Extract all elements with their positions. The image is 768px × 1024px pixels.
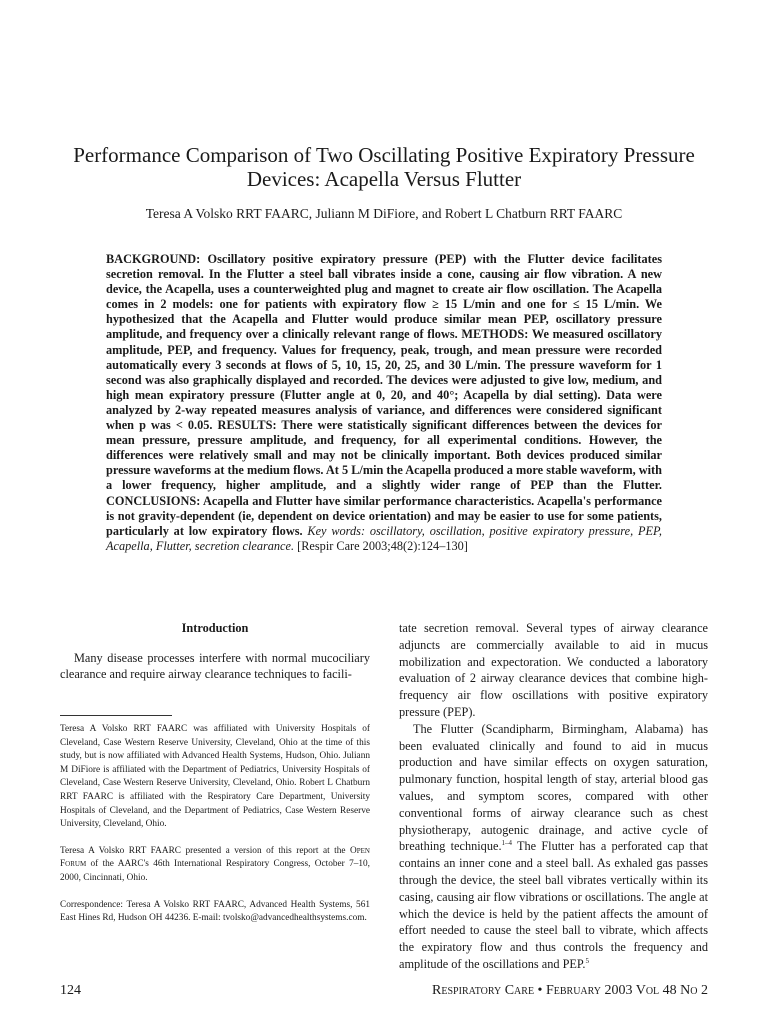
open-forum-label: Open Forum (60, 845, 370, 870)
page-number: 124 (60, 983, 81, 998)
footnote-presented: Teresa A Volsko RRT FAARC presented a version of this report at the Open Forum of the AARC's 46th International Respiratory Congress, October 7–10, 2000, Cincinnati, Ohio. (60, 845, 370, 883)
abstract-keywords: Key words: oscillatory, oscillation, positive expiratory pressure, PEP, Acapella, Flutter, secretion clearance. (106, 523, 663, 553)
reference-superscript: 5 (585, 956, 589, 965)
abstract-body: BACKGROUND: Oscillatory positive expiratory pressure (PEP) with the Flutter device facilitates secretion removal. In the Flutter a steel ball vibrates inside a cone, causing air flow vibration. A new device, the Acapella, uses a counterweighted plug and magnet to create air flow oscillation. The Acapella comes in 2 models: one for patients with expiratory flow ≥ 15 L/min and one for ≤ 15 L/min. We hypothesized that the Acapella and Flutter would produce similar mean PEP, oscillatory pressure amplitude, and frequency over a clinically relevant range of flows. METHODS: We measured oscillatory amplitude, PEP, and frequency. Values for frequency, peak, trough, and mean pressure were recorded automatically every 3 seconds at flows of 5, 10, 15, 20, 25, and 30 L/min. The pressure waveform for 1 second was also graphically displayed and recorded. The devices were adjusted to give low, medium, and high mean expiratory pressure (Flutter angle at 0, 20, and 40°; Acapella by dial setting). Data were analyzed by 2-way repeated measures analysis of variance, and differences were considered significant when p was < 0.05. RESULTS: There were statistically significant differences between the devices for mean pressure, pressure amplitude, and frequency, for all experimental conditions. However, the differences were relatively small and may not be clinically important. Both devices produced similar pressure waveforms at the medium flows. At 5 L/min the Acapella produced a more stable waveform, with a lower frequency, higher amplitude, and a slightly wider range of PEP than the Flutter. CONCLUSIONS: Acapella and Flutter have similar performance characteristics. Acapella's performance is not gravity-dependent (ie, dependent on device orientation) and may be easier to use for some patients, particularly at low expiratory flows. (106, 252, 662, 538)
footnote-correspondence: Correspondence: Teresa A Volsko RRT FAARC, Advanced Health Systems, 561 East Hines Rd, Hudson OH 44236. E-mail: tvolsko@advancedhealthsystems.com. (60, 899, 370, 924)
intro-paragraph-right-2: The Flutter (Scandipharm, Birmingham, Alabama) has been evaluated clinically and found to aid in mucus production and have similar effects on oxygen saturation, pulmonary function, hospital length of stay, arterial blood gas values, and symptom scores, compared with other conventional forms of airway clearance such as chest physiotherapy, autogenic drainage, and active cycle of breathing technique.$^{1-4}$ The Flutter has a perforated cap that contains an inner cone and a steel ball. As exhaled gas passes through the device, the steel ball vibrates vertically within its casing, causing air flow vibrations or oscillations. The angle at which the device is held by the patient affects the amount of effort needed to cause the steel ball to vibrate, which affects the expiratory flow and thus controls the frequency and amplitude of the oscillations and PEP.$^5$ (399, 721, 708, 971)
abstract (106, 252, 662, 554)
section-heading-introduction: Introduction (181, 621, 249, 635)
reference-superscript: 1–4 (501, 839, 513, 848)
journal-footer: Respiratory Care • February 2003 Vol 48 No 2 (432, 983, 708, 998)
article-title: Performance Comparison of Two Oscillating Positive Expiratory Pressure Devices: Acapella Versus Flutter (73, 143, 695, 191)
abstract-citation: [Respir Care 2003;48(2):124–130] (297, 538, 468, 553)
right-column (399, 620, 708, 973)
intro-paragraph-right-1: tate secretion removal. Several types of airway clearance adjuncts are commercially available to aid in mucus mobilization and expectoration. We conducted a laboratory evaluation of 2 airway clearance devices that combine high-frequency air flow oscillations with positive expiratory pressure (PEP). (399, 621, 708, 719)
intro-paragraph-left: Many disease processes interfere with normal mucociliary clearance and require airway clearance techniques to facili- (60, 651, 370, 681)
left-column (60, 620, 370, 682)
footnotes (60, 723, 370, 939)
footnote-divider (60, 715, 172, 716)
footnote-affiliation: Teresa A Volsko RRT FAARC was affiliated with University Hospitals of Cleveland, Case Western Reserve University, Cleveland, Ohio at the time of this study, but is now affiliated with Advanced Health Systems, Hudson, Ohio. Juliann M DiFiore is affiliated with the Department of Pediatrics, University Hospitals of Cleveland, Case Western Reserve University, Cleveland, Ohio. Robert L Chatburn RRT FAARC is affiliated with the Respiratory Care Department, University Hospitals of Cleveland, and the Department of Pediatrics, Case Western Reserve University, Cleveland, Ohio. (60, 724, 370, 830)
author-list: Teresa A Volsko RRT FAARC, Juliann M DiFiore, and Robert L Chatburn RRT FAARC (145, 206, 623, 221)
